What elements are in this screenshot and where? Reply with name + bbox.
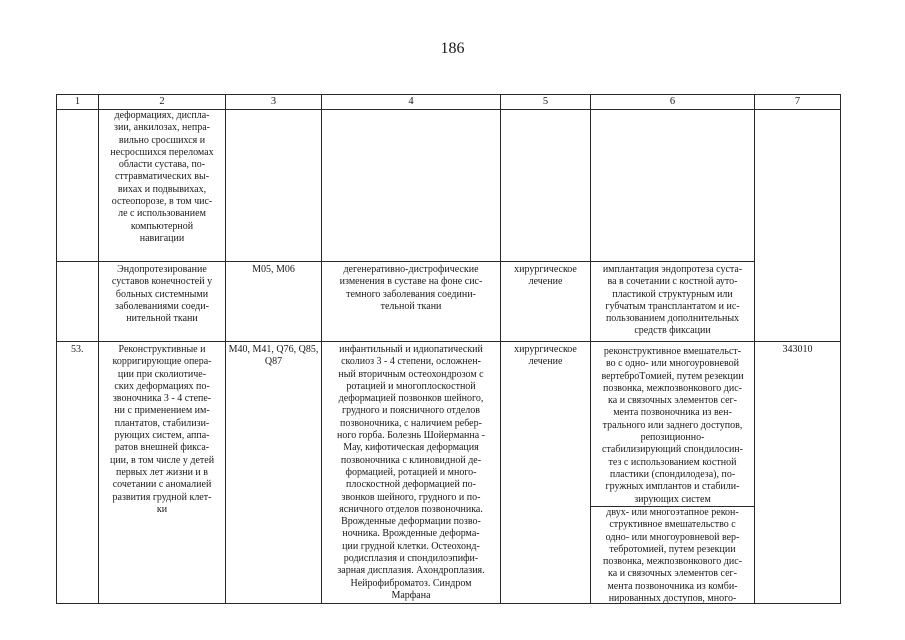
page-number: 186 — [440, 40, 465, 57]
row-number-cell — [57, 262, 99, 342]
cost-cell: 343010 — [755, 342, 841, 604]
treatment-method-primary: реконструктивное вмешательст- во с одно- или многоуровневой вертеброTомией, путем резекции позвонка, межпозвонкового дис- ка и связочных элементов сег- мента позвоночника из вен- трального или заднего доступов, репозиционно- стабилизирующий спондилосин- тез с использованием костной пластики (спондилодеза), по- гружных имплантов и стабили- зирующих систем — [601, 346, 744, 505]
column-header: 4 — [322, 95, 501, 110]
column-header: 2 — [99, 95, 226, 110]
diagnosis-cell: инфантильный и идиопатический сколиоз 3 - 4 степени, осложнен- ный вторичным остеохондрозом с ротацией и многоплоскостной деформацией позвонков шейного, грудного и поясничного отделов позвоночника, с наличием ребер- ного горба. Болезнь Шойерманна - Мау, кифотическая деформация позвоночника с клиновидной де- формацией, ротацией и много- плоскостной деформацией по- звонков шейного, грудного и по- ясничного отделов позвоночника. Врожденные деформации позво- ночника. Врожденные деформа- ции грудной клетки. Остеохонд- родисплазия и спондилоэпифи- зарная дисплазия. Ахондроплазия. Нейрофиброматоз. Синдром Марфана — [322, 342, 501, 604]
table-row — [57, 342, 841, 604]
column-header: 5 — [501, 95, 591, 110]
column-header: 7 — [755, 95, 841, 110]
treatment-method-cell: имплантация эндопротеза суста- ва в сочетании с костной ауто- пластикой структурным или губчатым трансплантатом и ис- пользованием дополнительных средств фиксации — [591, 262, 755, 342]
row-number-cell — [57, 110, 99, 262]
table-header-row — [57, 95, 841, 110]
method-cell: деформациях, диспла- зии, анкилозах, непра- вильно сросшихся и несросшихся переломах области сустава, по- сттравматических вы- вихах и подвывихах, остеопорозе, в том чис- ле с использованием компьютерной навигации — [99, 110, 226, 262]
treatment-method-cell — [591, 342, 755, 604]
method-cell: Реконструктивные и корригирующие опера- ции при сколиотиче- ских деформациях по- звоночника 3 - 4 степе- ни с применением им- плантатов, стабилизи- рующих систем, аппа- ратов внешней фикса- ции, в том числе у детей первых лет жизни и в сочетании с аномалией развития грудной клет- ки — [99, 342, 226, 604]
column-header: 6 — [591, 95, 755, 110]
treatment-type-cell: хирургическое лечение — [501, 342, 591, 604]
method-cell: Эндопротезирование суставов конечностей у больных системными заболеваниями соеди- нительной ткани — [99, 262, 226, 342]
column-header: 3 — [226, 95, 322, 110]
icd-code-cell — [226, 110, 322, 262]
cost-cell — [755, 110, 841, 342]
document-table — [56, 94, 841, 604]
treatment-type-cell — [501, 110, 591, 262]
diagnosis-cell: дегенеративно-дистрофические изменения в суставе на фоне сис- темного заболевания соедини- тельной ткани — [322, 262, 501, 342]
table-row — [57, 110, 841, 262]
treatment-type-cell: хирургическое лечение — [501, 262, 591, 342]
diagnosis-cell — [322, 110, 501, 262]
row-number-cell: 53. — [57, 342, 99, 604]
treatment-method-secondary: двух- или многоэтапное рекон- структивное вмешательство с одно- или многоуровневой вер- тебротомией, путем резекции позвонка, межпозвонкового дис- ка и связочных элементов сег- мента позвоночника из комби- нированных доступов, много- — [591, 506, 754, 603]
icd-code-cell: M05, M06 — [226, 262, 322, 342]
table-row — [57, 262, 841, 342]
treatment-method-cell — [591, 110, 755, 262]
column-header: 1 — [57, 95, 99, 110]
icd-code-cell: M40, M41, Q76, Q85, Q87 — [226, 342, 322, 604]
